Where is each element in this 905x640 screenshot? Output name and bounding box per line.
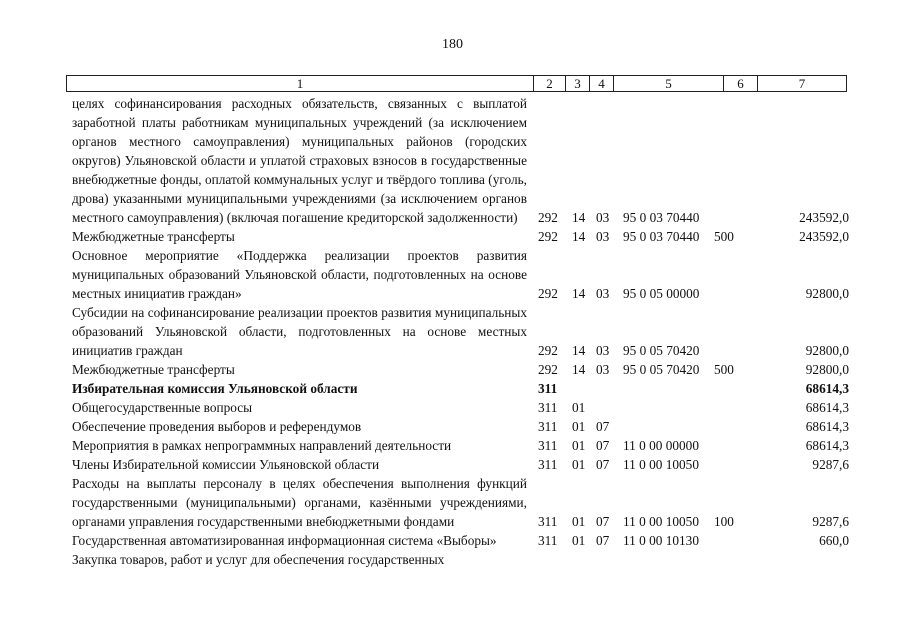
page-number: 180	[442, 37, 463, 52]
code-target-article: 95 0 03 70440	[623, 229, 700, 244]
row-codes	[72, 531, 857, 550]
code-section: 01	[572, 400, 586, 415]
row-name: Межбюджетные трансферты	[72, 229, 235, 244]
row-sum: 68614,3	[805, 419, 849, 434]
code-target-article: 95 0 05 70420	[623, 343, 700, 358]
table-body	[72, 94, 857, 569]
table-row	[72, 417, 857, 436]
table-row	[72, 246, 857, 303]
row-codes	[72, 550, 857, 569]
header-col-5: 5	[614, 76, 724, 91]
row-codes	[72, 417, 857, 436]
code-grbs: 311	[538, 381, 558, 396]
code-target-article: 95 0 05 70420	[623, 362, 700, 377]
code-expense-type: 500	[714, 362, 734, 377]
row-sum: 243592,0	[799, 229, 849, 244]
header-col-3: 3	[566, 76, 590, 91]
row-sum: 92800,0	[805, 286, 849, 301]
row-sum: 68614,3	[805, 438, 849, 453]
table-row	[72, 379, 857, 398]
code-subsection: 07	[596, 457, 610, 472]
code-grbs: 311	[538, 438, 558, 453]
code-subsection: 07	[596, 438, 610, 453]
code-section: 14	[572, 343, 586, 358]
code-subsection: 03	[596, 343, 610, 358]
code-subsection: 07	[596, 419, 610, 434]
row-name: Избирательная комиссия Ульяновской области	[72, 381, 358, 396]
row-sum: 243592,0	[799, 210, 849, 225]
row-name: Закупка товаров, работ и услуг для обеспечения государственных	[72, 552, 445, 567]
row-codes	[72, 341, 857, 360]
code-grbs: 311	[538, 400, 558, 415]
row-name: Государственная автоматизированная информационная система «Выборы»	[72, 533, 497, 548]
table-row	[72, 227, 857, 246]
code-grbs: 292	[538, 229, 558, 244]
code-section: 14	[572, 362, 586, 377]
code-grbs: 311	[538, 457, 558, 472]
row-codes	[72, 208, 857, 227]
table-row	[72, 436, 857, 455]
code-target-article: 11 0 00 10130	[623, 533, 699, 548]
row-sum: 9287,6	[812, 514, 849, 529]
row-codes	[72, 512, 857, 531]
table-row	[72, 398, 857, 417]
header-col-2: 2	[534, 76, 566, 91]
code-section: 14	[572, 229, 586, 244]
code-target-article: 11 0 00 00000	[623, 438, 699, 453]
code-target-article: 11 0 00 10050	[623, 514, 699, 529]
row-codes	[72, 436, 857, 455]
row-name: Основное мероприятие «Поддержка реализации проектов развития муниципальных образований Ульяновской области, подготовленных на основе местных инициатив граждан»	[72, 248, 527, 301]
code-subsection: 07	[596, 533, 610, 548]
header-col-1: 1	[67, 76, 534, 91]
row-name: Общегосударственные вопросы	[72, 400, 253, 415]
code-expense-type: 100	[714, 514, 734, 529]
code-grbs: 311	[538, 514, 558, 529]
table-row	[72, 94, 857, 227]
table-row	[72, 550, 857, 569]
code-section: 14	[572, 210, 586, 225]
row-name: Межбюджетные трансферты	[72, 362, 235, 377]
row-sum: 660,0	[819, 533, 849, 548]
code-section: 01	[572, 438, 586, 453]
code-subsection: 07	[596, 514, 610, 529]
row-sum: 92800,0	[805, 362, 849, 377]
code-target-article: 95 0 05 00000	[623, 286, 700, 301]
row-codes	[72, 360, 857, 379]
code-expense-type: 500	[714, 229, 734, 244]
code-section: 01	[572, 533, 586, 548]
code-grbs: 292	[538, 362, 558, 377]
table-header	[66, 75, 847, 92]
row-sum: 68614,3	[805, 400, 849, 415]
code-grbs: 311	[538, 533, 558, 548]
row-name: Обеспечение проведения выборов и референдумов	[72, 419, 362, 434]
row-codes	[72, 379, 857, 398]
row-codes	[72, 398, 857, 417]
header-col-7: 7	[798, 76, 806, 91]
row-sum: 68614,3	[805, 381, 849, 396]
code-subsection: 03	[596, 229, 610, 244]
table-row	[72, 360, 857, 379]
header-col-6: 6	[724, 76, 758, 91]
code-subsection: 03	[596, 210, 610, 225]
row-name: Субсидии на софинансирование реализации проектов развития муниципальных образований Ульяновской области, подготовленных на основе местных инициатив граждан	[72, 305, 527, 358]
code-section: 01	[572, 514, 586, 529]
row-name: Мероприятия в рамках непрограммных направлений деятельности	[72, 438, 452, 453]
row-codes	[72, 227, 857, 246]
row-codes	[72, 455, 857, 474]
table-row	[72, 531, 857, 550]
row-sum: 92800,0	[805, 343, 849, 358]
code-grbs: 292	[538, 286, 558, 301]
code-section: 01	[572, 457, 586, 472]
code-target-article: 11 0 00 10050	[623, 457, 699, 472]
code-grbs: 292	[538, 343, 558, 358]
code-grbs: 311	[538, 419, 558, 434]
row-sum: 9287,6	[812, 457, 849, 472]
code-section: 14	[572, 286, 586, 301]
table-row	[72, 474, 857, 531]
row-name: целях софинансирования расходных обязательств, связанных с выплатой заработной платы работникам муниципальных учреждений (за исключением органов местного самоуправления) муниципальных районов (городских округов) Ульяновской области и уплатой страховых взносов в государственные внебюджетные фонды, оплатой коммунальных услуг и твёрдого топлива (уголь, дрова) указанными муниципальными учреждениями (за исключением органов местного самоуправления) (включая погашение кредиторской задолженности)	[72, 96, 527, 225]
row-name: Расходы на выплаты персоналу в целях обеспечения выполнения функций государственными (муниципальными) органами, казёнными учреждениями, органами управления государственными внебюджетными фондами	[72, 476, 527, 529]
code-subsection: 03	[596, 362, 610, 377]
code-subsection: 03	[596, 286, 610, 301]
header-col-4: 4	[590, 76, 614, 91]
code-section: 01	[572, 419, 586, 434]
table-row	[72, 303, 857, 360]
code-target-article: 95 0 03 70440	[623, 210, 700, 225]
row-codes	[72, 284, 857, 303]
code-grbs: 292	[538, 210, 558, 225]
table-row	[72, 455, 857, 474]
row-name: Члены Избирательной комиссии Ульяновской области	[72, 457, 380, 472]
